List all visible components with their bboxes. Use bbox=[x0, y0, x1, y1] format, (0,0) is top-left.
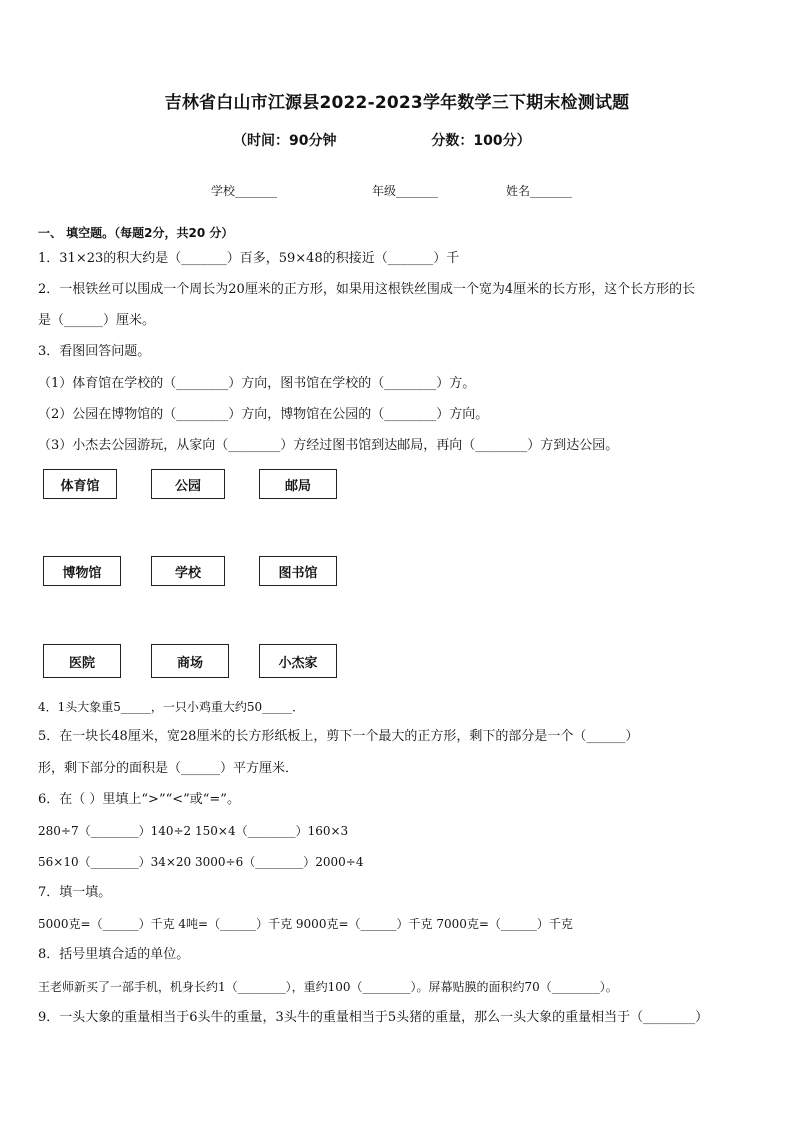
map-box-home: 小杰家 bbox=[259, 644, 337, 678]
school-field: 学校_______ bbox=[211, 184, 278, 198]
question-8: 8．括号里填合适的单位。 bbox=[38, 947, 190, 962]
question-9: 9．一头大象的重量相当于6头牛的重量，3头牛的重量相当于5头猪的重量，那么一头大象的重量相当于（________） bbox=[38, 1010, 709, 1025]
question-8-row: 王老师新买了一部手机，机身长约1（________），重约100（________）。屏幕贴膜的面积约70（________）。 bbox=[38, 980, 618, 994]
exam-meta bbox=[233, 130, 531, 150]
exam-score: 分数：100分） bbox=[431, 133, 531, 149]
question-7-row: 5000克=（______）千克 4吨=（______）千克 9000克=（______）千克 7000克=（______）千克 bbox=[38, 917, 573, 931]
page-title: 吉林省白山市江源县2022-2023学年数学三下期末检测试题 bbox=[164, 93, 630, 113]
section-heading: 一、 填空题。（每题2分，共20 分） bbox=[38, 226, 234, 240]
map-box-gym: 体育馆 bbox=[43, 469, 117, 499]
name-field: 姓名_______ bbox=[506, 184, 573, 198]
map-box-post-office: 邮局 bbox=[259, 469, 337, 499]
question-5-line-1: 5．在一块长48厘米，宽28厘米的长方形纸板上，剪下一个最大的正方形，剩下的部分是一个（______） bbox=[38, 729, 639, 744]
question-3-3: （3）小杰去公园游玩，从家向（________）方经过图书馆到达邮局，再向（________）方到达公园。 bbox=[38, 438, 619, 453]
question-2-line-1: 2．一根铁丝可以围成一个周长为20厘米的正方形，如果用这根铁丝围成一个宽为4厘米的长方形，这个长方形的长 bbox=[38, 282, 696, 297]
question-2-line-2: 是（______）厘米。 bbox=[38, 313, 156, 328]
grade-field: 年级_______ bbox=[372, 184, 439, 198]
map-box-mall: 商场 bbox=[151, 644, 229, 678]
question-3-1: （1）体育馆在学校的（________）方向，图书馆在学校的（________）方。 bbox=[38, 376, 476, 391]
map-box-hospital: 医院 bbox=[43, 644, 121, 678]
question-5-line-2: 形，剩下部分的面积是（______）平方厘米． bbox=[38, 761, 299, 776]
question-6-row-1: 280÷7（________）140÷2 150×4（________）160×3 bbox=[38, 824, 349, 838]
map-box-park: 公园 bbox=[151, 469, 225, 499]
map-box-library: 图书馆 bbox=[259, 556, 337, 586]
question-3-2: （2）公园在博物馆的（________）方向，博物馆在公园的（________）方向。 bbox=[38, 407, 489, 422]
question-4: 4．1头大象重5_____，一只小鸡重大约50_____． bbox=[38, 700, 305, 714]
map-box-museum: 博物馆 bbox=[43, 556, 121, 586]
exam-time: （时间：90分钟 bbox=[233, 133, 337, 149]
question-1: 1．31×23的积大约是（_______）百多，59×48的积接近（_______）千 bbox=[38, 251, 460, 266]
question-6-row-2: 56×10（________）34×20 3000÷6（________）2000÷4 bbox=[38, 855, 364, 869]
question-6: 6．在（ ）里填上“>”“<”或“=”。 bbox=[38, 792, 240, 807]
question-7: 7．填一填。 bbox=[38, 885, 112, 900]
map-box-school: 学校 bbox=[151, 556, 225, 586]
question-3: 3．看图回答问题。 bbox=[38, 344, 151, 359]
